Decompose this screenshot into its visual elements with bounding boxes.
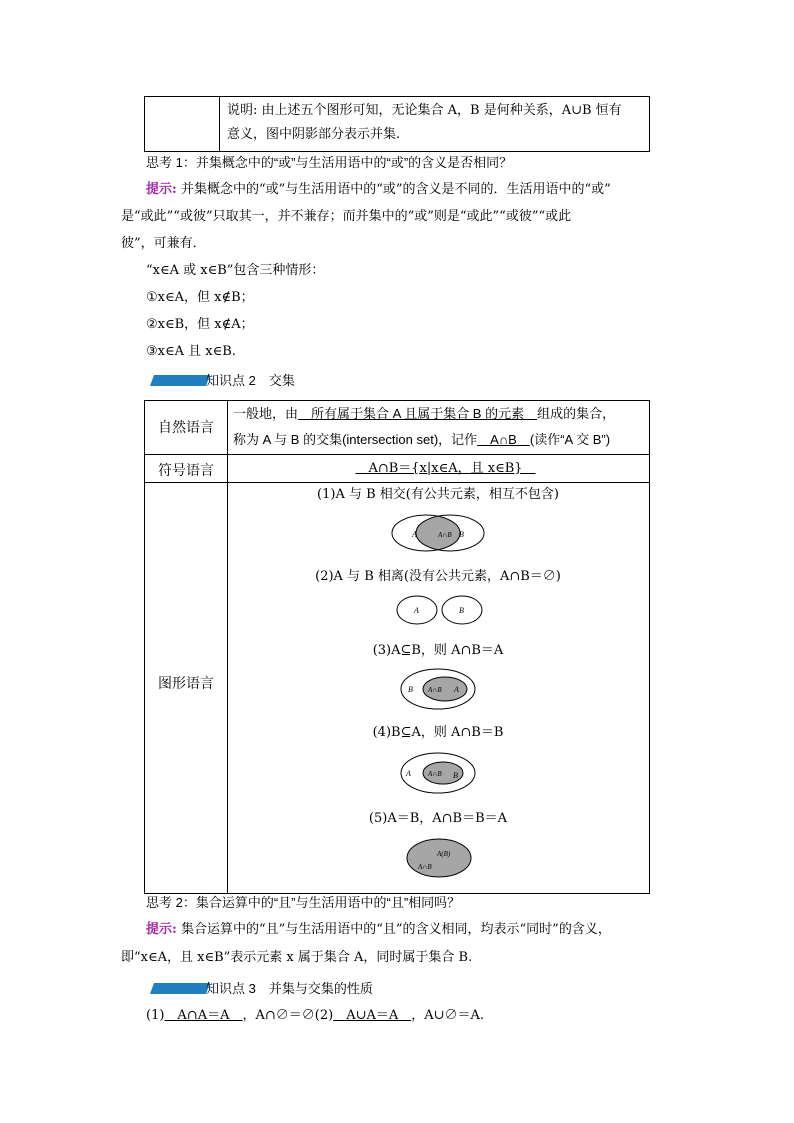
venn4-a-label: A [406,769,411,778]
venn-case1-caption: (1)A 与 B 相交(有公共元素，相互不包含) [317,487,559,502]
venn4-b-label: B [453,771,458,780]
natural-language-line1: 一般地，由 所有属于集合 A 且属于集合 B 的元素 组成的集合， [233,406,616,421]
venn-case4-caption: (4)B⊆A，则 A∩B＝B [372,725,504,740]
venn-intersecting-diagram [388,512,488,554]
union-note-line1: 说明: 由上述五个图形可知，无论集合 A，B 是何种关系，A∪B 恒有 [227,103,622,118]
natural-language-label: 自然语言 [158,419,214,435]
venn5-top-label: A(B) [437,850,451,858]
kp3-bar-icon [150,983,210,994]
venn-a-subset-b-diagram [398,667,478,711]
union-note-line2: 意义，图中阴影部分表示并集. [227,127,401,142]
think2-hint-line1: 提示: 集合运算中的“且”与生活用语中的“且”的含义相同，均表示“同时”的含义， [146,922,611,937]
symbol-language-value: A∩B＝{x|x∈A，且 x∈B} [355,461,536,476]
think1-case2: ②x∈B，但 x∉A； [146,317,254,332]
natural-language-line2: 称为 A 与 B 的交集(intersection set)，记作 A∩B (读作“A 交 B”) [233,432,611,447]
venn3-a-label: A [454,685,459,694]
graph-language-label-cell [145,483,228,894]
hint-label: 提示: [146,922,177,937]
natural-language-label-cell [145,401,228,455]
venn2-b-label: B [459,606,464,615]
graph-language-label: 图形语言 [158,675,214,691]
venn3-b-label: B [408,685,413,694]
venn5-bottom-label: A∩B [418,863,432,871]
think2-question: 思考 2：集合运算中的“且”与生活用语中的“且”相同吗？ [146,895,461,910]
kp3-title: 知识点 3 并集与交集的性质 [206,981,373,996]
kp2-title: 知识点 2 交集 [206,373,295,388]
venn1-ab-label: A∩B [438,531,452,539]
venn-equal-sets-diagram [404,836,474,880]
symbol-language-label: 符号语言 [158,462,214,478]
venn2-a-label: A [414,606,419,615]
kp2-bar-icon [150,375,210,386]
venn1-b-label: B [459,530,464,539]
venn1-a-label: A [412,530,417,539]
graph-language-cell [228,483,650,894]
venn-case5-caption: (5)A＝B，A∩B＝B＝A [368,811,508,826]
venn-b-subset-a-diagram [398,751,478,795]
symbol-language-cell [228,455,650,483]
symbol-language-label-cell [145,455,228,483]
venn4-ab-label: A∩B [428,770,442,778]
think1-case1: ①x∈A，但 x∉B； [146,290,254,305]
hint-label: 提示: [146,182,177,197]
think1-hint-line1: 提示: 并集概念中的“或”与生活用语中的“或”的含义是不同的．生活用语中的“或” [146,182,611,197]
venn-case3-caption: (3)A⊆B，则 A∩B＝A [372,643,504,658]
venn3-ab-label: A∩B [428,686,442,694]
think2-hint-line2: 即“x∈A，且 x∈B”表示元素 x 属于集合 A，同时属于集合 B. [121,950,473,965]
union-note-empty-cell [145,97,220,152]
think1-hint-line2: 是“或此”“或彼”只取其一，并不兼存；而并集中的“或”则是“或此”“或彼”“或此 [121,209,572,224]
think1-cases-intro: “x∈A 或 x∈B”包含三种情形： [146,263,325,278]
think1-hint-line3: 彼”，可兼有． [121,236,206,251]
think1-case3: ③x∈A 且 x∈B. [146,344,236,359]
intersection-table [144,400,650,894]
kp3-properties: (1) A∩A＝A ，A∩∅＝∅(2) A∪A＝A ，A∪∅＝A. [146,1008,485,1023]
venn-disjoint-diagram [395,594,485,626]
venn-case2-caption: (2)A 与 B 相离(没有公共元素，A∩B＝∅) [315,569,561,584]
union-note-table [144,96,650,152]
union-note-cell [220,97,650,152]
natural-language-cell [228,401,650,455]
think1-question: 思考 1：并集概念中的“或”与生活用语中的“或”的含义是否相同？ [146,155,513,170]
